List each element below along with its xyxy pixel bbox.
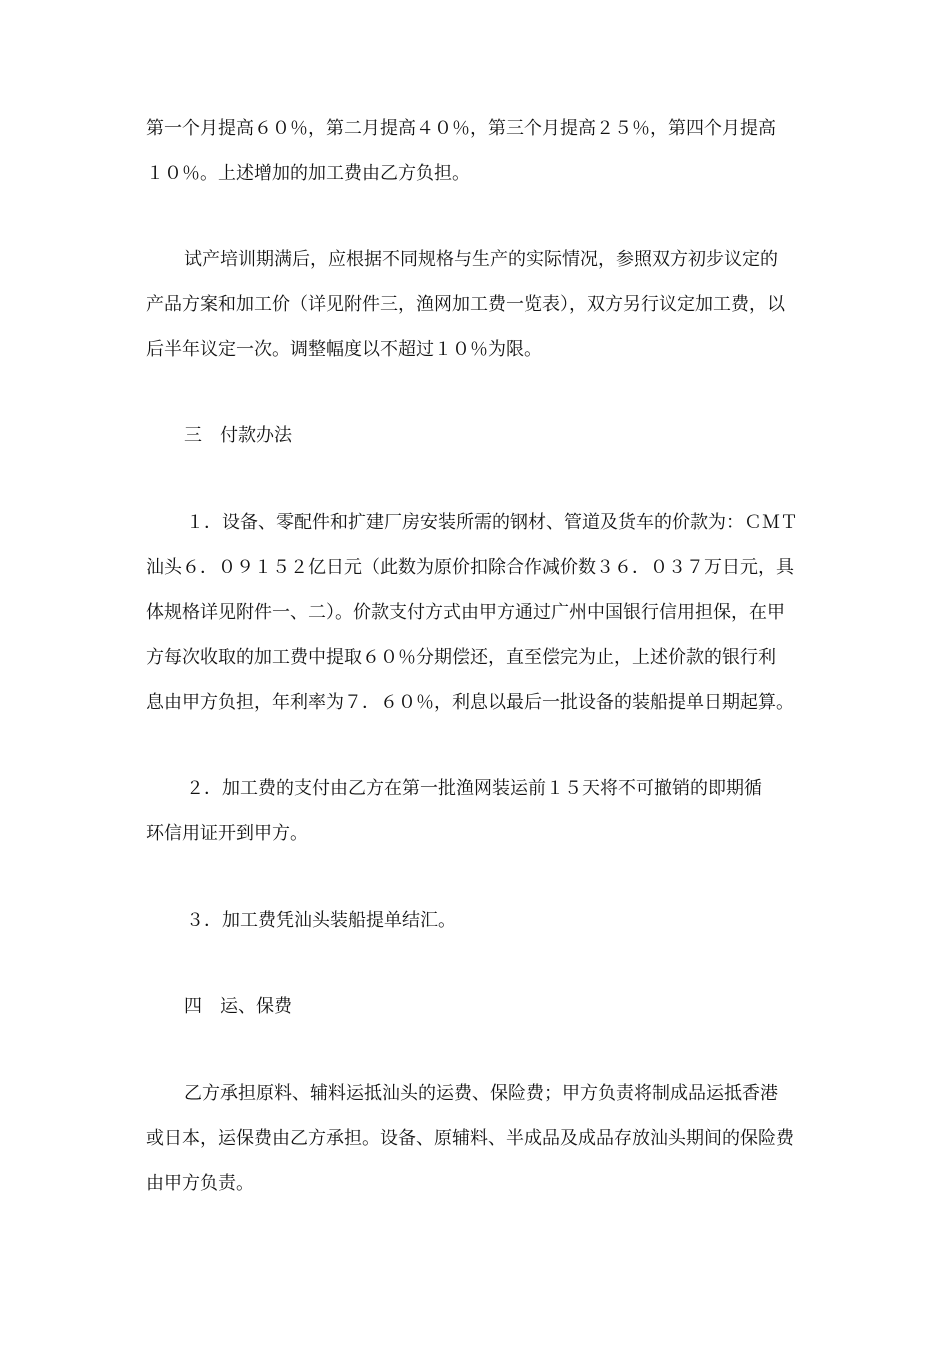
paragraph-line: 方每次收取的加工费中提取６０％分期偿还，直至偿完为止，上述价款的银行利 — [146, 647, 776, 668]
paragraph-line: 或日本，运保费由乙方承担。设备、原辅料、半成品及成品存放汕头期间的保险费 — [146, 1128, 794, 1149]
paragraph-line: 第一个月提高６０％，第二月提高４０％，第三个月提高２５％，第四个月提高 — [146, 118, 776, 139]
section-heading: 四 运、保费 — [184, 996, 292, 1017]
paragraph-line: 产品方案和加工价（详见附件三，渔网加工费一览表），双方另行议定加工费，以 — [146, 294, 785, 315]
paragraph-line: 试产培训期满后，应根据不同规格与生产的实际情况，参照双方初步议定的 — [184, 249, 778, 270]
paragraph-line: ３．加工费凭汕头装船提单结汇。 — [186, 910, 456, 931]
paragraph-line: 环信用证开到甲方。 — [146, 823, 308, 844]
paragraph-line: 后半年议定一次。调整幅度以不超过１０％为限。 — [146, 339, 542, 360]
paragraph-line: 汕头６．０９１５２亿日元（此数为原价扣除合作减价数３６．０３７万日元，具 — [146, 557, 794, 578]
paragraph-line: 体规格详见附件一、二）。价款支付方式由甲方通过广州中国银行信用担保，在甲 — [146, 602, 785, 623]
paragraph-line: 由甲方负责。 — [146, 1173, 254, 1194]
section-heading: 三 付款办法 — [184, 425, 292, 446]
paragraph-line: 息由甲方负担，年利率为７．６０％，利息以最后一批设备的装船提单日期起算。 — [146, 692, 794, 713]
paragraph-line: 乙方承担原料、辅料运抵汕头的运费、保险费；甲方负责将制成品运抵香港 — [184, 1083, 778, 1104]
paragraph-line: １．设备、零配件和扩建厂房安装所需的钢材、管道及货车的价款为：ＣＭＴ — [186, 512, 798, 533]
paragraph-line: ２．加工费的支付由乙方在第一批渔网装运前１５天将不可撤销的即期循 — [186, 778, 762, 799]
paragraph-line: １０％。上述增加的加工费由乙方负担。 — [146, 163, 470, 184]
